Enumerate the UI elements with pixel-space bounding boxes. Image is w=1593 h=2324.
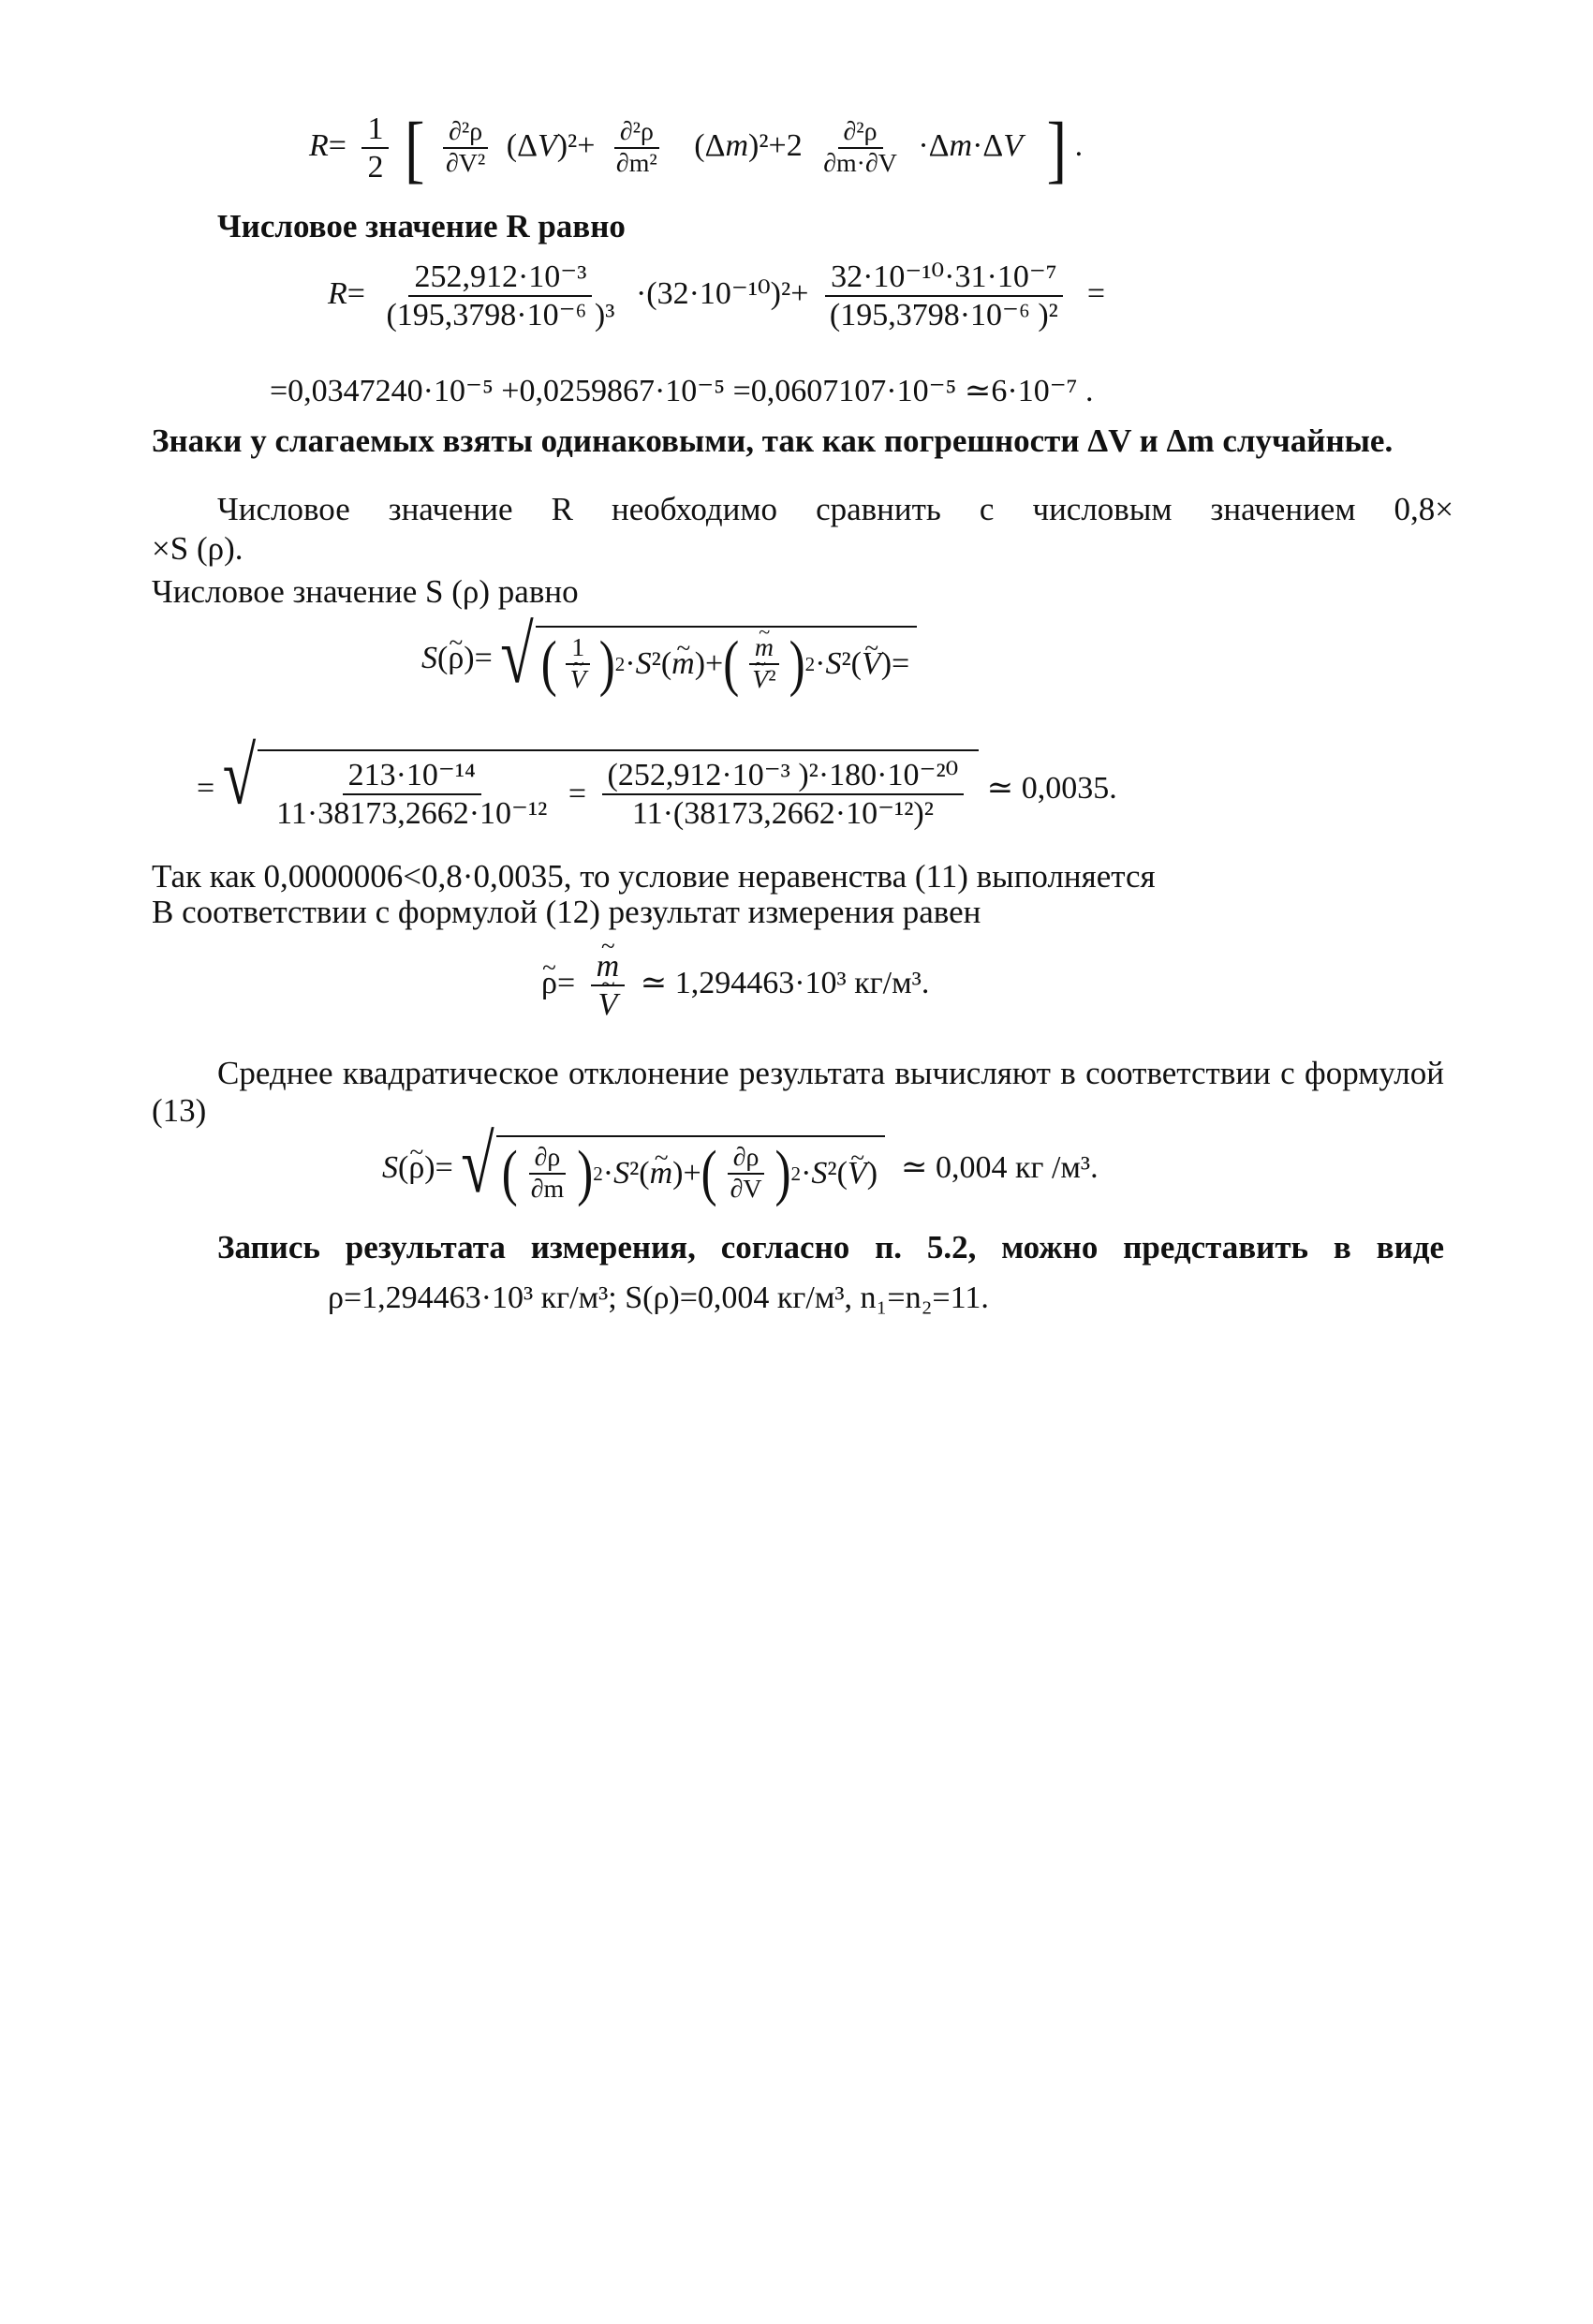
paragraph-r-value-intro: Числовое значение R равно <box>217 208 626 244</box>
paragraph-compare-continued: ×S (ρ). <box>152 530 243 567</box>
paragraph-inequality: Так как 0,0000006<0,8·0,0035, то условие неравенства (11) выполняется <box>152 858 1156 895</box>
equation-final-result: ρ=1,294463·10³ кг/м³; S(ρ)=0,004 кг/м³, n₁=n₂=11. <box>328 1280 989 1315</box>
paragraph-signs: Знаки у слагаемых взяты одинаковыми, так как погрешности ΔV и Δm случайные. <box>152 422 1394 459</box>
paragraph-formula-12: В соответствии с формулой (12) результат измерения равен <box>152 894 981 930</box>
equation-r-numeric: R= $\frac{\text{252,912·10⁻³}}{\text{(195,3798·10⁻⁶ )³}}$ ·(32·10⁻¹⁰)²+ $\frac{\text{32·10⁻¹⁰·31·10⁻⁷}}{\text{(195,3798·10⁻⁶ )²}}$ = <box>328 259 1106 333</box>
equation-rho: ~ ρ= ~ m ~ V ≃ 1,294463·10³ кг/м³. <box>541 948 929 1023</box>
equation-s-definition: S(~ ρ)= √ ( 1 ~ V ) 2 · S ²( ~ m )+ ( ~ m ~ V² ) 2 · S ²( ~ V )= <box>421 626 917 695</box>
equation-s-rho: S(~ ρ)= √ ( $\frac{\partial\rho}{\partial m}$ ) 2 · S ²( ~ m )+ ( $\frac{\partial\rho}{\partial V}$ ) 2 · S ²( ~ V ) ≃ 0,004 кг /м³. <box>382 1135 1099 1205</box>
paragraph-compare: Числовое значение R необходимо сравнить с числовым значением 0,8× <box>217 491 1453 527</box>
paragraph-result-record: Запись результата измерения, согласно п. 5.2, можно представить в виде <box>217 1229 1444 1266</box>
paragraph-std-deviation: Среднее квадратическое отклонение результата вычисляют в соответствии с формулой (13) <box>152 1055 1444 1129</box>
paragraph-s-intro: Числовое значение S (ρ) равно <box>152 573 579 610</box>
equation-r-value: =0,0347240·10⁻⁵ +0,0259867·10⁻⁵ =0,0607107·10⁻⁵ ≃6·10⁻⁷ . <box>270 374 1094 408</box>
equation-r-definition: R= $\frac{1}{2}$ [ $\frac{\text{∂²ρ}}{\text{∂V²}}$ (ΔV)²+ $\frac{\text{∂²ρ}}{\text{∂m²}}$ (Δm)²+2 $\frac{\text{∂²ρ}}{\partial m\cdot\partial V}$ ·Δm·ΔV ] . <box>309 105 1084 190</box>
equation-s-numeric: = √ $\frac{\text{213·10⁻¹⁴}}{\text{11·38173,2662·10⁻¹²}}$ = $\frac{\text{(252,912·10⁻³ )²·180·10⁻²⁰}}{\text{11·(38173,2662·10⁻¹²)²}}$ ≃ 0,0035. <box>197 730 1117 832</box>
